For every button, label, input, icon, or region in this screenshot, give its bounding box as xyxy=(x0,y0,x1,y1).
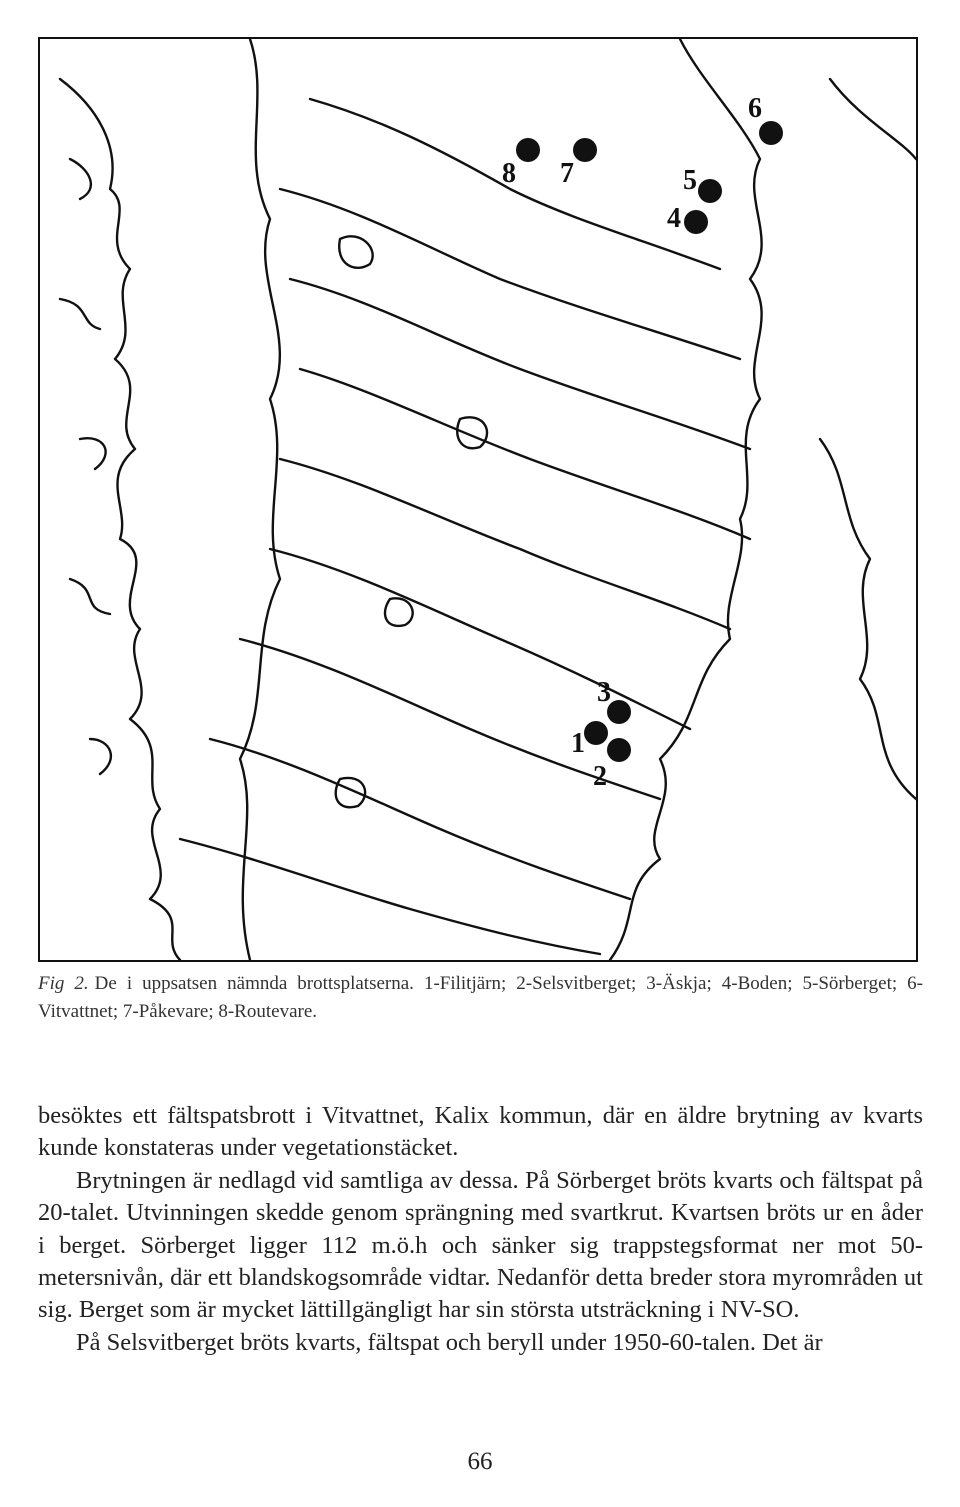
page-number: 66 xyxy=(467,1448,493,1475)
site-label-2: 2 xyxy=(593,761,607,792)
map-figure xyxy=(38,37,918,962)
river xyxy=(290,279,750,449)
border-line xyxy=(240,39,280,960)
map-of-northern-sweden xyxy=(40,39,916,960)
site-marker-7 xyxy=(573,138,597,162)
site-marker-8 xyxy=(516,138,540,162)
river xyxy=(280,459,730,629)
figure-caption-label: Fig 2. xyxy=(38,973,89,994)
site-label-4: 4 xyxy=(667,203,681,234)
site-label-6: 6 xyxy=(748,93,762,124)
lake xyxy=(385,598,413,626)
site-label-3: 3 xyxy=(597,677,611,708)
site-label-1: 1 xyxy=(571,728,585,759)
site-marker-6 xyxy=(759,121,783,145)
norway-coastline xyxy=(60,79,180,960)
site-label-7: 7 xyxy=(560,158,574,189)
river xyxy=(270,549,690,729)
site-marker-5 xyxy=(698,179,722,203)
paragraph: Brytningen är nedlagd vid samtliga av dessa. På Sörberget bröts kvarts och fältspat på 20-talet. Utvinningen skedde genom sprängning med svartkrut. Kvartsen bröts ur en åder i berget. Sörberget ligger 112 m.ö.h och sänker sig trappstegsformat ner mot 50-metersnivån, där ett blandskogsområde vidtar. Nedanför detta breder stora myrområden ut sig. Berget som är mycket lättillgängligt har sin största utsträckning i NV-SO. xyxy=(38,1166,923,1324)
site-marker-2 xyxy=(607,738,631,762)
river xyxy=(300,369,750,539)
paragraph: besöktes ett fältspatsbrott i Vitvattnet, Kalix kommun, där en äldre brytning av kvarts kunde konstateras under vegetationstäcket. xyxy=(38,1102,923,1162)
body-text xyxy=(38,1100,923,1359)
finland-coastline xyxy=(820,79,916,799)
figure-caption xyxy=(38,970,923,1026)
site-marker-1 xyxy=(584,721,608,745)
paragraph: På Selsvitberget bröts kvarts, fältspat och beryll under 1950-60-talen. Det är xyxy=(76,1328,823,1356)
site-label-5: 5 xyxy=(683,165,697,196)
site-marker-4 xyxy=(684,210,708,234)
lake xyxy=(457,417,487,448)
lake xyxy=(339,236,372,268)
site-label-8: 8 xyxy=(502,158,516,189)
lake xyxy=(336,778,365,807)
figure-caption-text: De i uppsatsen nämnda brottsplatserna. 1-Filitjärn; 2-Selsvitberget; 3-Äskja; 4-Boden; 5-Sörberget; 6-Vitvattnet; 7-Påkevare; 8-Routevare. xyxy=(38,973,923,1022)
river xyxy=(210,739,630,899)
